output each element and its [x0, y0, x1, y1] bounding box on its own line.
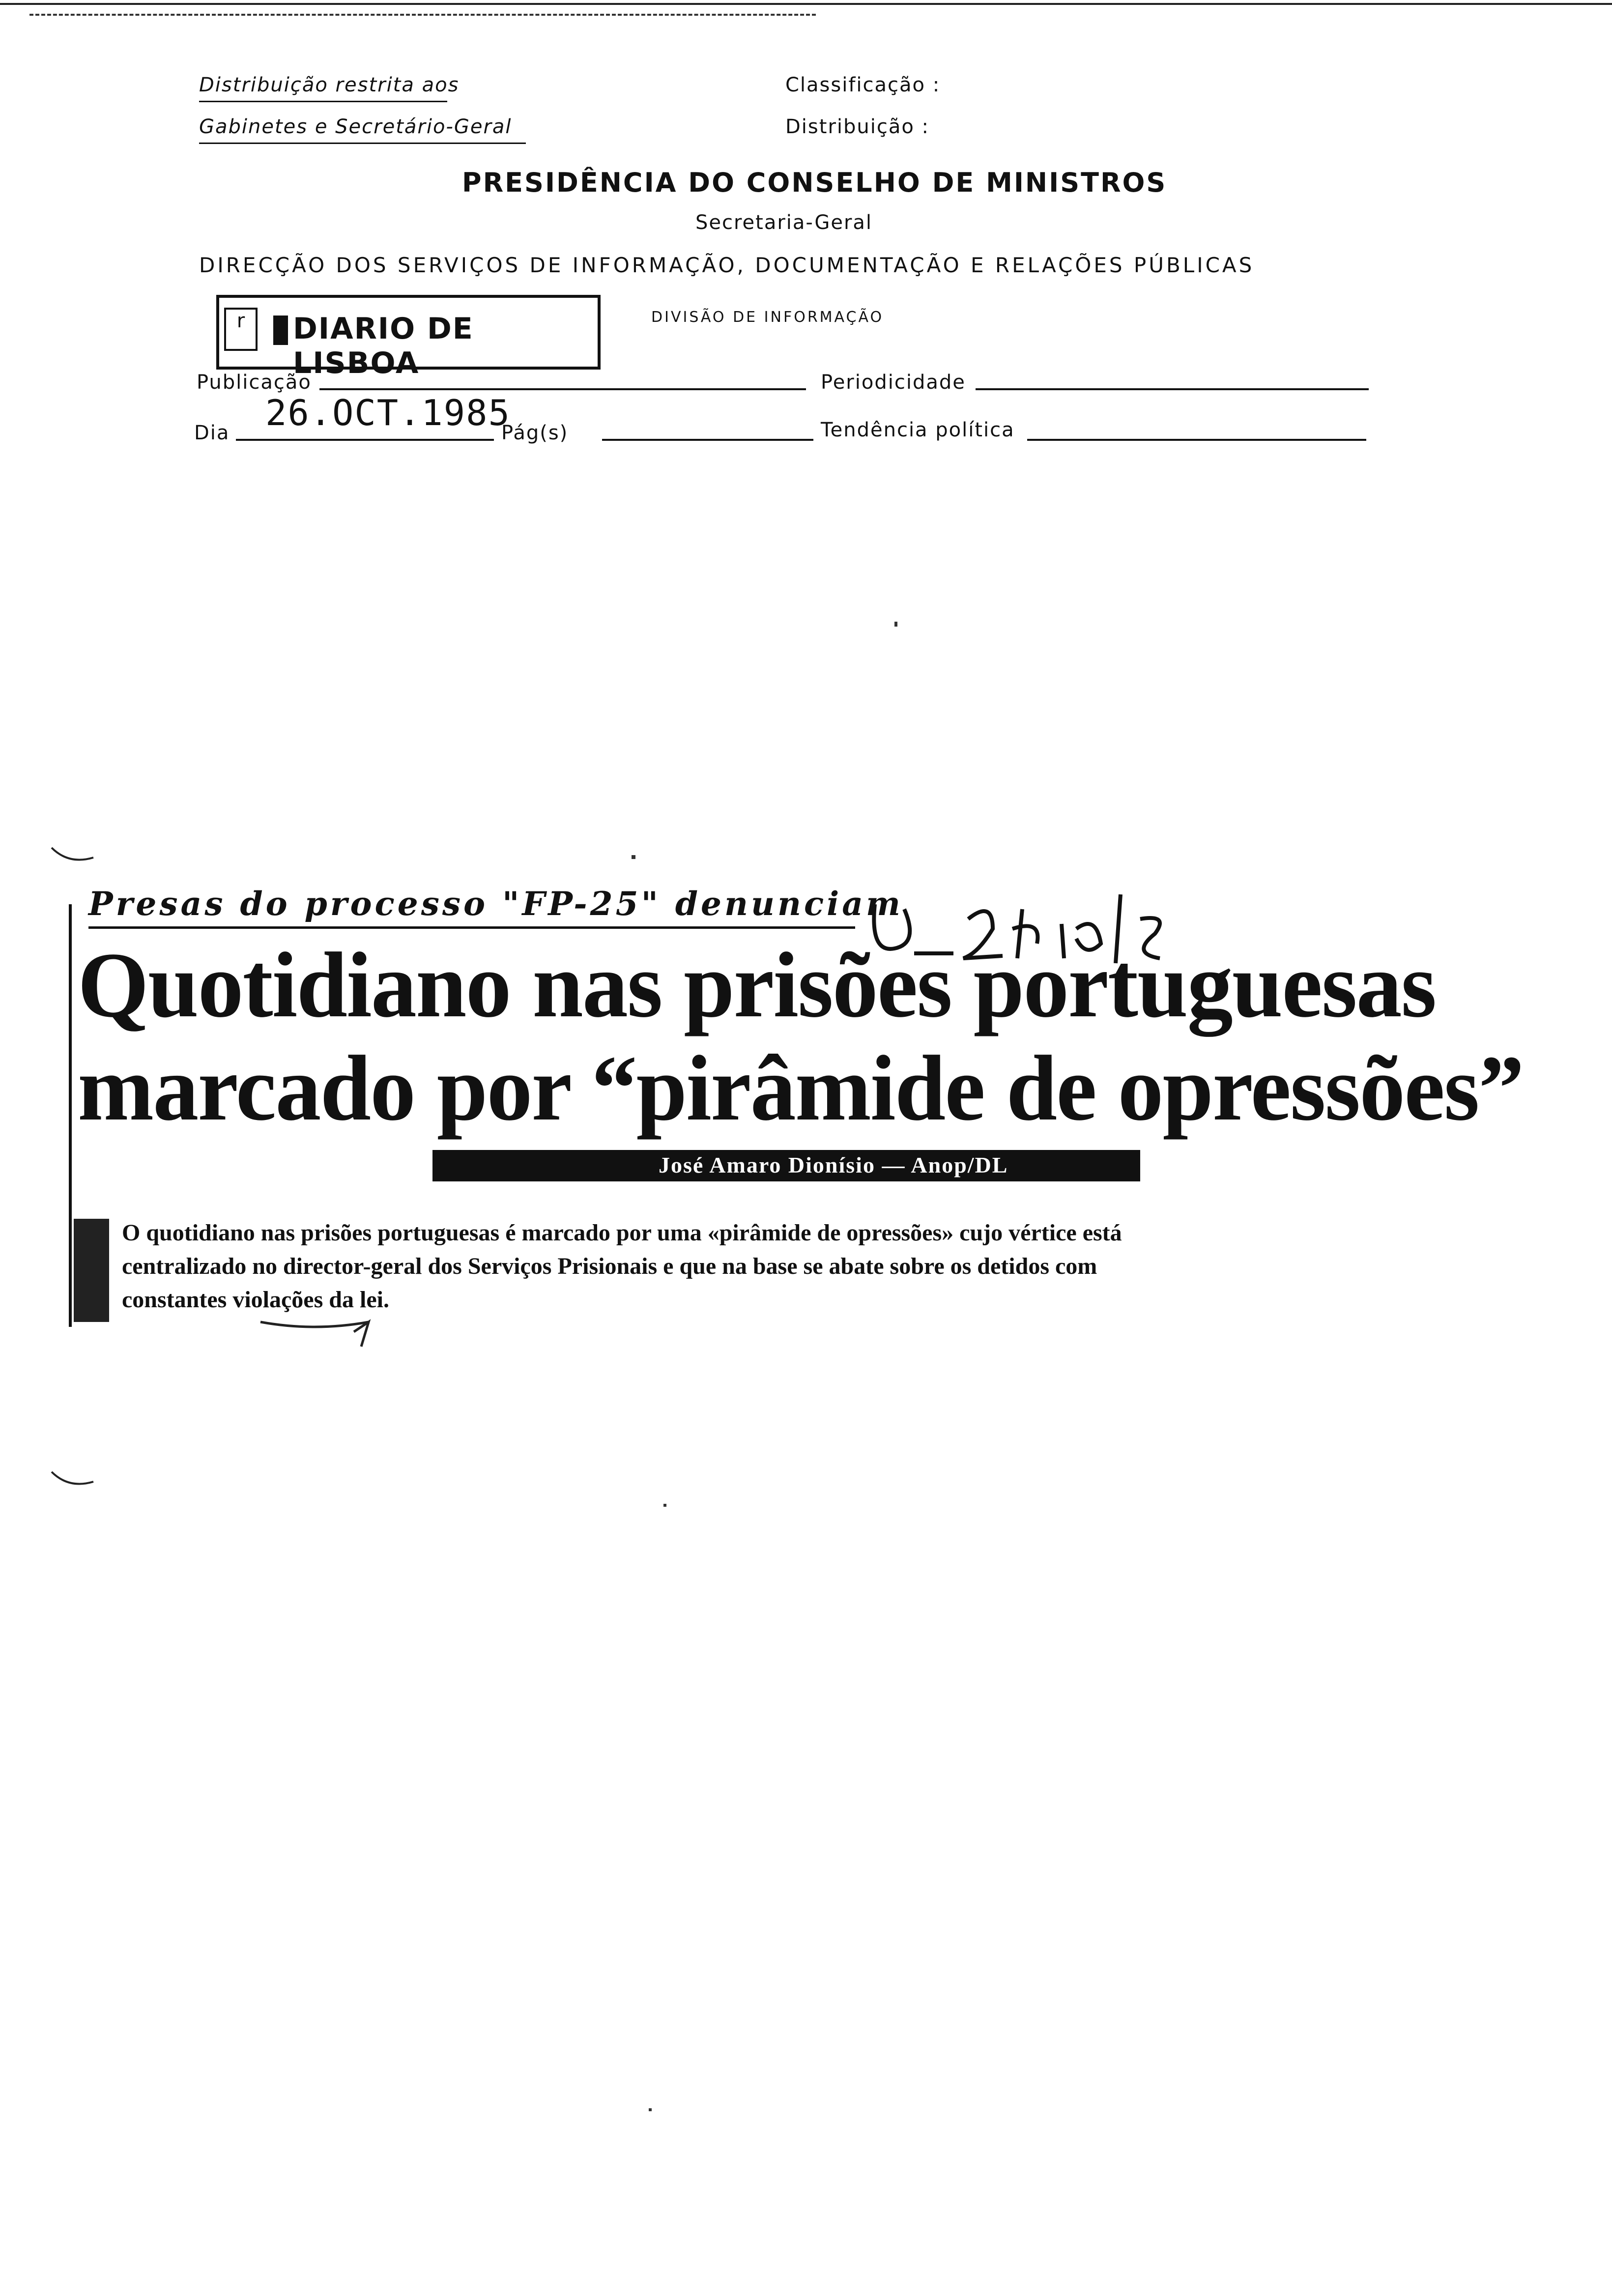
classification-label: Classificação :	[785, 74, 941, 96]
stamp-box-icon: r	[224, 308, 258, 351]
scan-curve-mark	[49, 1469, 98, 1489]
publication-field-line	[319, 388, 806, 390]
scan-speck	[649, 2108, 652, 2111]
restricted-underline-2	[199, 143, 526, 144]
restricted-line-2: Gabinetes e Secretário-Geral	[199, 115, 512, 138]
department-line: DIRECÇÃO DOS SERVIÇOS DE INFORMAÇÃO, DOCUMENTAÇÃO E RELAÇÕES PÚBLICAS	[199, 253, 1255, 277]
tendency-label: Tendência política	[821, 419, 1015, 441]
publication-label: Publicação	[197, 371, 312, 394]
scan-speck	[663, 1504, 666, 1507]
division-label: DIVISÃO DE INFORMAÇÃO	[651, 309, 884, 326]
scan-speck	[632, 855, 635, 859]
tendency-field-line	[1027, 439, 1366, 441]
scan-edge-line	[0, 3, 1612, 5]
stamp-newspaper-name: DIARIO DE LISBOA	[293, 312, 474, 380]
restricted-line-1: Distribuição restrita aos	[199, 74, 460, 96]
day-field-line	[236, 439, 494, 441]
byline: José Amaro Dionísio — Anop/DL	[659, 1152, 1008, 1177]
scan-curve-mark	[49, 845, 98, 865]
article-lead: O quotidiano nas prisões portuguesas é marcado por uma «pirâmide de opressões» cujo vértice está centralizado no director-geral dos Serviços Prisionais e que na base se abate sobre os detidos com constantes violações da lei.	[122, 1220, 1122, 1313]
arrow-mark	[256, 1312, 383, 1356]
lead-marker-bar	[74, 1219, 109, 1322]
distribution-label: Distribuição :	[785, 115, 930, 138]
newspaper-stamp	[216, 295, 601, 380]
scan-speck	[894, 622, 897, 627]
day-label: Dia	[194, 422, 230, 444]
pages-label: Pág(s)	[501, 422, 569, 444]
clipping-left-edge	[69, 904, 72, 1327]
periodicity-field-line	[976, 388, 1369, 390]
scan-dash-line	[29, 14, 816, 16]
periodicity-label: Periodicidade	[821, 371, 966, 394]
stamp-bar-mark	[273, 316, 288, 345]
kicker-underline	[88, 926, 855, 929]
pages-field-line	[602, 439, 813, 441]
headline-line-2: marcado por “pirâmide de opressões”	[78, 1037, 1524, 1140]
restricted-underline-1	[199, 101, 447, 102]
article-kicker: Presas do processo "FP-25" denunciam	[88, 885, 903, 923]
headline-line-1: Quotidiano nas prisões portuguesas	[78, 934, 1436, 1037]
page-subtitle: Secretaria-Geral	[695, 211, 873, 234]
page-title: PRESIDÊNCIA DO CONSELHO DE MINISTROS	[462, 167, 1167, 198]
date-stamp: 26.OCT.1985	[265, 392, 511, 433]
